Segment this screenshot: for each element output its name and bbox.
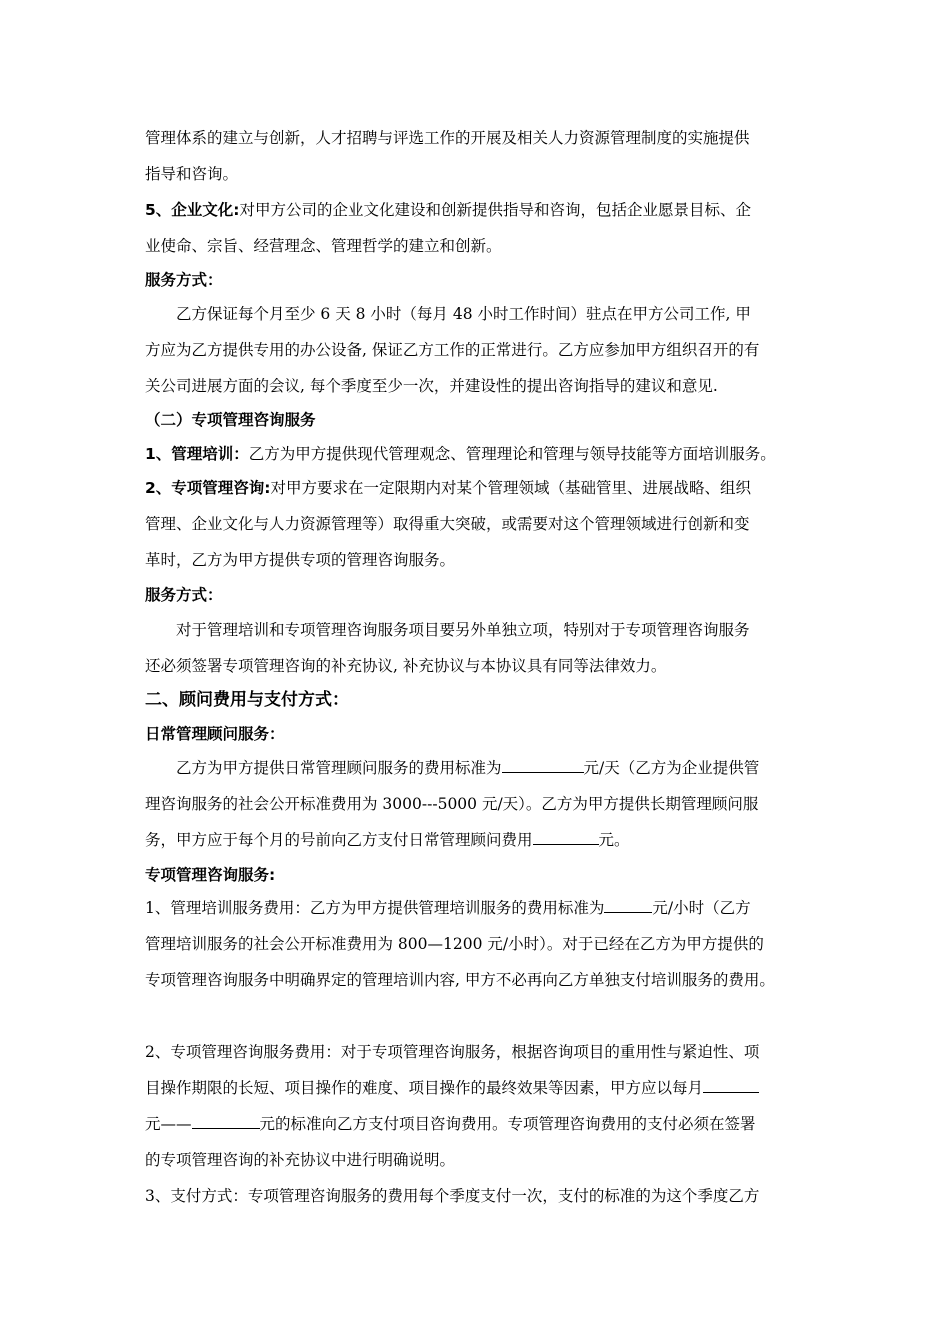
body-text-line: 对于管理培训和专项管理咨询服务项目要另外单独立项，特别对于专项管理咨询服务 xyxy=(176,621,750,639)
monthly-fee-line xyxy=(145,830,630,850)
blank-monthly-fee[interactable] xyxy=(533,830,599,845)
clause-training xyxy=(145,444,776,464)
body-text-line: 管理体系的建立与创新，人才招聘与评选工作的开展及相关人力资源管理制度的实施提供 xyxy=(145,129,750,147)
body-text-line: 革时，乙方为甲方提供专项的管理咨询服务。 xyxy=(145,551,456,569)
blank-daily-rate[interactable] xyxy=(502,758,584,773)
clause-special-consulting xyxy=(145,478,751,498)
subheading-service-mode: 服务方式： xyxy=(145,271,223,289)
body-text-line: 业使命、宗旨、经营理念、管理哲学的建立和创新。 xyxy=(145,237,502,255)
clause-label: 5、企业文化: xyxy=(145,201,240,219)
text-segment: 务，甲方应于每个月的号前向乙方支付日常管理顾问费用 xyxy=(145,831,533,849)
blank-hourly-rate[interactable] xyxy=(604,898,652,913)
text-segment: 元。 xyxy=(598,831,630,849)
text-segment: 目操作期限的长短、项目操作的难度、项目操作的最终效果等因素，甲方应以每月 xyxy=(145,1079,704,1097)
daily-fee-line xyxy=(176,758,759,778)
text-segment: 元/小时（乙方 xyxy=(652,899,751,917)
text-segment: 乙方为甲方提供日常管理顾问服务的费用标准为 xyxy=(176,759,502,777)
blank-fee-min[interactable] xyxy=(703,1078,759,1093)
consulting-fee-line-2 xyxy=(145,1114,756,1134)
body-text-line: 的专项管理咨询的补充协议中进行明确说明。 xyxy=(145,1151,456,1169)
text-segment: 元的标准向乙方支付项目咨询费用。专项管理咨询费用的支付必须在签署 xyxy=(259,1115,756,1133)
body-text-line: 管理培训服务的社会公开标准费用为 800—1200 元/小时）。对于已经在乙方为甲方提供的 xyxy=(145,935,764,953)
section-heading-fees: 二、顾问费用与支付方式： xyxy=(145,690,349,710)
body-text-line: 理咨询服务的社会公开标准费用为 3000---5000 元/天）。乙方为甲方提供长期管理顾问服 xyxy=(145,795,759,813)
subheading-daily-service: 日常管理顾问服务： xyxy=(145,725,285,743)
clause-label: 1、管理培训： xyxy=(145,445,249,463)
text-segment: 1、管理培训服务费用：乙方为甲方提供管理培训服务的费用标准为 xyxy=(145,899,605,917)
clause-culture xyxy=(145,200,751,220)
body-text-line: 方应为乙方提供专用的办公设备, 保证乙方工作的正常进行。乙方应参加甲方组织召开的有 xyxy=(145,341,760,359)
clause-text: 对甲方公司的企业文化建设和创新提供指导和咨询，包括企业愿景目标、企 xyxy=(239,201,751,219)
training-fee-line xyxy=(145,898,751,918)
body-text-line: 关公司进展方面的会议, 每个季度至少一次，并建设性的提出咨询指导的建议和意见. xyxy=(145,377,718,395)
body-text-line: 3、支付方式：专项管理咨询服务的费用每个季度支付一次，支付的标准的为这个季度乙方 xyxy=(145,1187,760,1205)
subheading-service-mode: 服务方式： xyxy=(145,586,223,604)
body-text-line: 乙方保证每个月至少 6 天 8 小时（每月 48 小时工作时间）驻点在甲方公司工作, 甲 xyxy=(176,305,751,323)
body-text-line: 还必须签署专项管理咨询的补充协议, 补充协议与本协议具有同等法律效力。 xyxy=(145,657,667,675)
body-text-line: 2、专项管理咨询服务费用：对于专项管理咨询服务，根据咨询项目的重用性与紧迫性、项 xyxy=(145,1043,760,1061)
body-text-line: 管理、企业文化与人力资源管理等）取得重大突破，或需要对这个管理领域进行创新和变 xyxy=(145,515,750,533)
body-text-line: 指导和咨询。 xyxy=(145,165,239,183)
text-segment: 元/天（乙方为企业提供管 xyxy=(583,759,760,777)
section-heading-special: （二）专项管理咨询服务 xyxy=(145,411,316,429)
clause-text: 乙方为甲方提供现代管理观念、管理理论和管理与领导技能等方面培训服务。 xyxy=(248,445,776,463)
clause-text: 对甲方要求在一定限期内对某个管理领域（基础管里、进展战略、组织 xyxy=(270,479,751,497)
blank-fee-max[interactable] xyxy=(192,1114,260,1129)
subheading-special-service: 专项管理咨询服务: xyxy=(145,866,276,884)
body-text-line: 专项管理咨询服务中明确界定的管理培训内容, 甲方不必再向乙方单独支付培训服务的费用。 xyxy=(145,971,775,989)
text-segment: 元—— xyxy=(145,1115,192,1133)
clause-label: 2、专项管理咨询: xyxy=(145,479,271,497)
consulting-fee-line xyxy=(145,1078,759,1098)
